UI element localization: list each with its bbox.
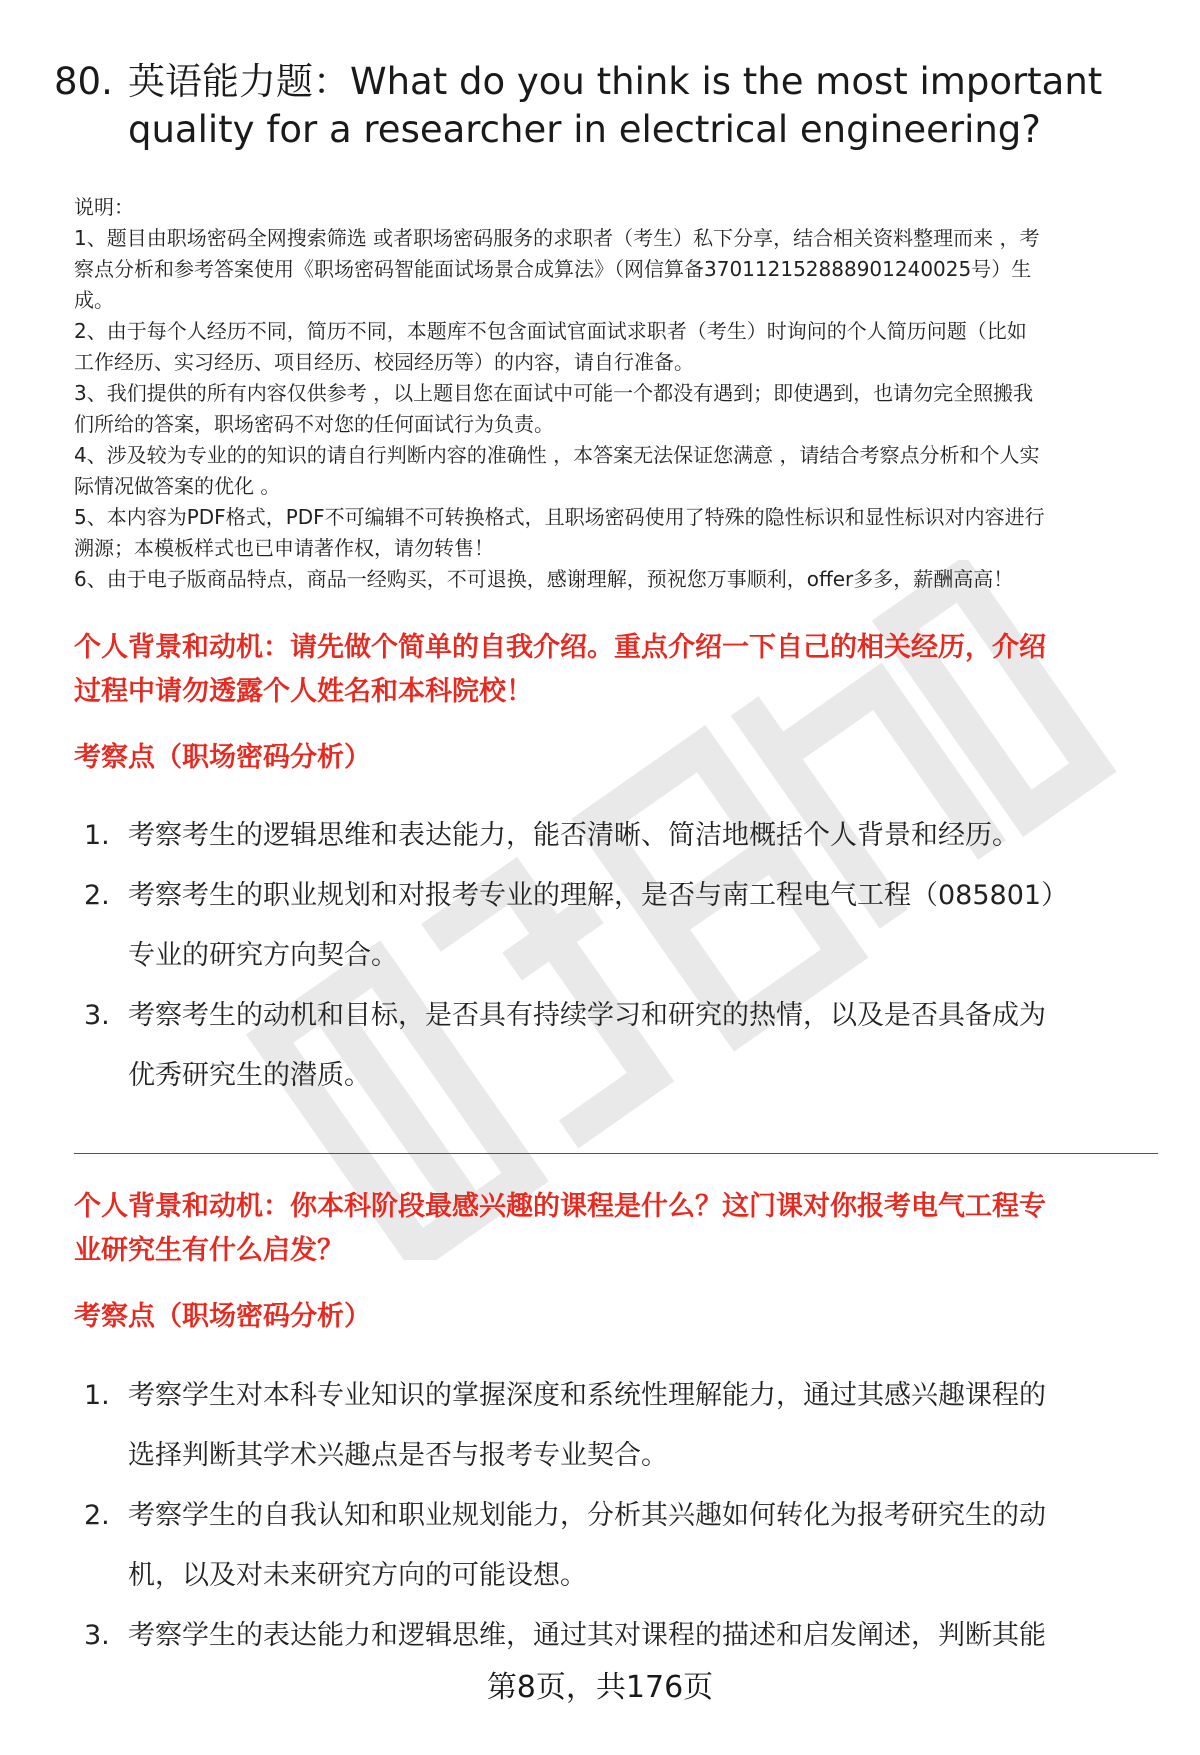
section1-heading xyxy=(74,626,1158,714)
section2-list xyxy=(84,1366,1164,1666)
notes-title: 说明： xyxy=(74,195,134,219)
list-item xyxy=(84,986,1164,1106)
list-item-line: 考察学生的表达能力和逻辑思维，通过其对课程的描述和启发阐述，判断其能 xyxy=(128,1620,1046,1651)
list-item-index: 2. xyxy=(84,1500,110,1531)
section1-list xyxy=(84,806,1164,1106)
section1-subheading: 考察点（职场密码分析） xyxy=(74,742,371,773)
notes-line: 2、由于每个人经历不同，简历不同，本题库不包含面试官面试求职者（考生）时询问的个人简历问题（比如 xyxy=(74,319,1027,343)
list-item-line: 考察学生的自我认知和职业规划能力，分析其兴趣如何转化为报考研究生的动 xyxy=(128,1500,1046,1531)
list-item-index: 3. xyxy=(84,1000,110,1031)
notes-line: 际情况做答案的优化 。 xyxy=(74,474,281,498)
list-item xyxy=(84,806,1164,866)
notes-line: 们所给的答案，职场密码不对您的任何面试行为负责。 xyxy=(74,412,554,436)
list-item-line: 考察考生的动机和目标，是否具有持续学习和研究的热情，以及是否具备成为 xyxy=(128,1000,1046,1031)
page-number-footer: 第8页，共176页 xyxy=(486,1670,714,1705)
list-item-line: 考察学生对本科专业知识的掌握深度和系统性理解能力，通过其感兴趣课程的 xyxy=(128,1380,1046,1411)
notes-line: 溯源；本模板样式也已申请著作权，请勿转售！ xyxy=(74,536,494,560)
question-title xyxy=(54,58,1154,154)
section2-heading-line1: 个人背景和动机：你本科阶段最感兴趣的课程是什么？这门课对你报考电气工程专 xyxy=(74,1191,1046,1222)
list-item-index: 1. xyxy=(84,820,110,851)
section2-heading xyxy=(74,1185,1158,1273)
notes-line: 1、题目由职场密码全网搜索筛选 或者职场密码服务的求职者（考生）私下分享，结合相关资料整理而来 ，考 xyxy=(74,226,1040,250)
list-item-index: 1. xyxy=(84,1380,110,1411)
list-item xyxy=(84,1366,1164,1486)
notes-line: 察点分析和参考答案使用《职场密码智能面试场景合成算法》（网信算备370112152888901240025号）生 xyxy=(74,257,1032,281)
notes-line: 4、涉及较为专业的的知识的请自行判断内容的准确性 ，本答案无法保证您满意 ，请结合考察点分析和个人实 xyxy=(74,443,1040,467)
section2-subheading: 考察点（职场密码分析） xyxy=(74,1301,371,1332)
list-item xyxy=(84,866,1164,986)
section-divider xyxy=(74,1153,1158,1154)
list-item-line: 优秀研究生的潜质。 xyxy=(128,1060,371,1091)
notes-line: 5、本内容为PDF格式，PDF不可编辑不可转换格式，且职场密码使用了特殊的隐性标识和显性标识对内容进行 xyxy=(74,505,1045,529)
notes-block xyxy=(74,192,1158,595)
list-item-line: 专业的研究方向契合。 xyxy=(128,940,398,971)
notes-line: 成。 xyxy=(74,288,114,312)
notes-line: 3、我们提供的所有内容仅供参考 ，以上题目您在面试中可能一个都没有遇到；即使遇到，也请勿完全照搬我 xyxy=(74,381,1034,405)
list-item-line: 考察考生的逻辑思维和表达能力，能否清晰、简洁地概括个人背景和经历。 xyxy=(128,820,1019,851)
list-item xyxy=(84,1606,1164,1666)
section1-heading-line1: 个人背景和动机：请先做个简单的自我介绍。重点介绍一下自己的相关经历，介绍 xyxy=(74,632,1046,663)
list-item-index: 2. xyxy=(84,880,110,911)
question-title-line2: quality for a researcher in electrical engineering? xyxy=(128,108,1041,151)
list-item xyxy=(84,1486,1164,1606)
section2-heading-line2: 业研究生有什么启发？ xyxy=(74,1235,344,1266)
question-number: 80. xyxy=(54,60,113,103)
notes-line: 工作经历、实习经历、项目经历、校园经历等）的内容，请自行准备。 xyxy=(74,350,694,374)
question-title-line1: 英语能力题：What do you think is the most important xyxy=(128,60,1103,103)
list-item-line: 考察考生的职业规划和对报考专业的理解，是否与南工程电气工程（085801） xyxy=(128,880,1069,911)
notes-line: 6、由于电子版商品特点，商品一经购买，不可退换，感谢理解，预祝您万事顺利，offer多多，薪酬高高！ xyxy=(74,567,1014,591)
list-item-line: 选择判断其学术兴趣点是否与报考专业契合。 xyxy=(128,1440,668,1471)
list-item-line: 机，以及对未来研究方向的可能设想。 xyxy=(128,1560,587,1591)
section1-heading-line2: 过程中请勿透露个人姓名和本科院校！ xyxy=(74,676,533,707)
list-item-index: 3. xyxy=(84,1620,110,1651)
